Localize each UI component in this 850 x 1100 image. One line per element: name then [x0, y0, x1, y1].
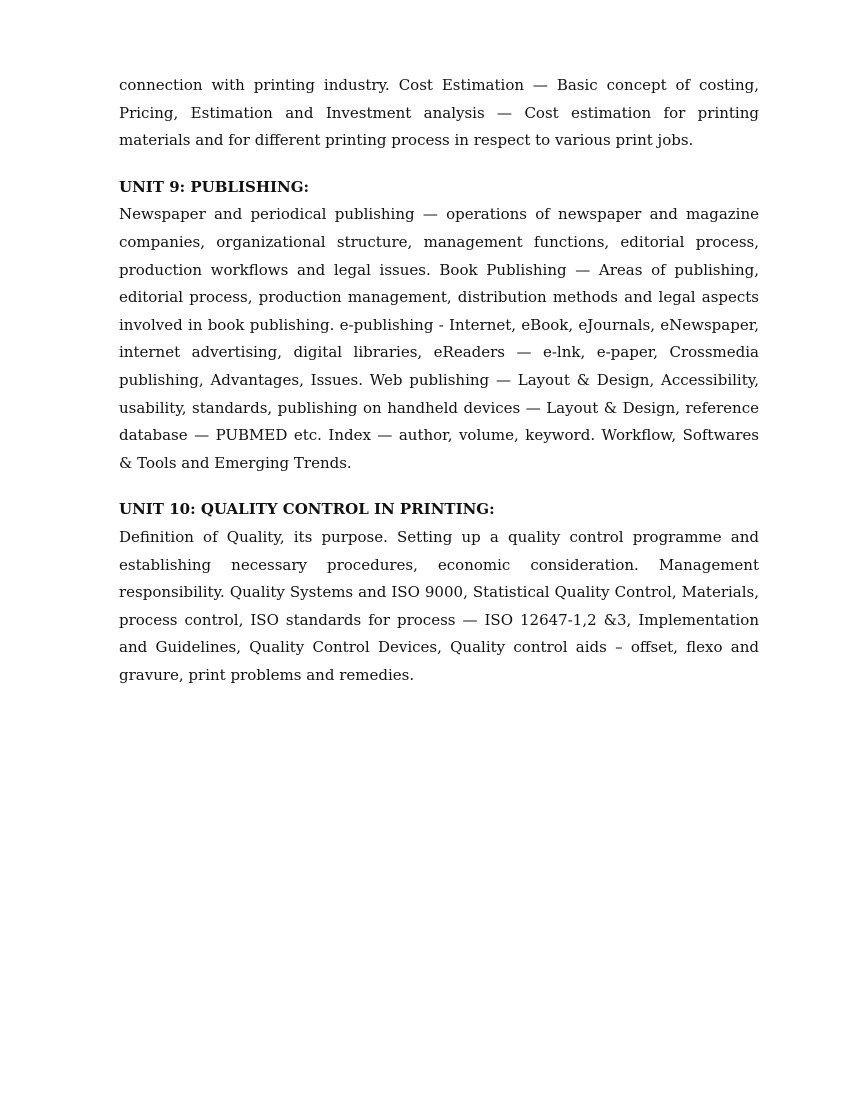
document-page [119, 72, 759, 689]
unit-9-body: Newspaper and periodical publishing — operations of newspaper and magazine companies, organizational structure, management functions, editorial process, production workflows and legal issues. Book Publishing — Areas of publishing, editorial process, production management, distribution methods and legal aspects involved in book publishing. e-publishing - Internet, eBook, eJournals, eNewspaper, internet advertising, digital libraries, eReaders — e-lnk, e-paper, Crossmedia publishing, Advantages, Issues. Web publishing — Layout & Design, Accessibility, usability, standards, publishing on handheld devices — Layout & Design, reference database — PUBMED etc. Index — author, volume, keyword. Workflow, Softwares & Tools and Emerging Trends. [119, 205, 759, 472]
unit-9-section [119, 174, 759, 478]
unit-10-body: Definition of Quality, its purpose. Setting up a quality control programme and establishing necessary procedures, economic consideration. Management responsibility. Quality Systems and ISO 9000, Statistical Quality Control, Materials, process control, ISO standards for process — ISO 12647-1,2 &3, Implementation and Guidelines, Quality Control Devices, Quality control aids – offset, flexo and gravure, print problems and remedies. [119, 527, 759, 684]
unit-10-section [119, 496, 759, 689]
unit-10-heading: UNIT 10: QUALITY CONTROL IN PRINTING: [119, 500, 495, 519]
unit-9-heading: UNIT 9: PUBLISHING: [119, 177, 310, 196]
intro-paragraph: connection with printing industry. Cost Estimation — Basic concept of costing, Pricing, Estimation and Investment analysis — Cost estimation for printing materials and for different printing process in respect to various print jobs. [119, 76, 759, 150]
